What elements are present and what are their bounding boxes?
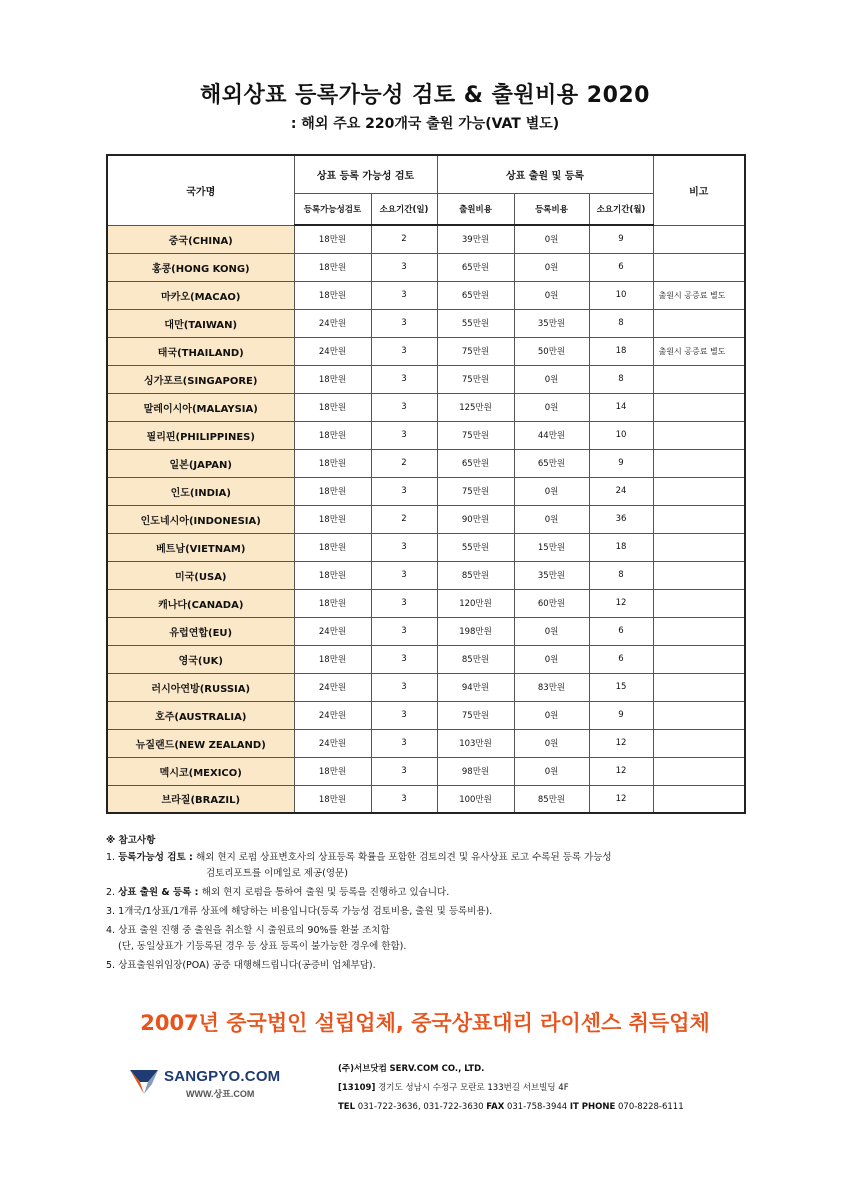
cell-note bbox=[653, 701, 745, 729]
cell-filing-cost: 198만원 bbox=[437, 617, 514, 645]
cell-review-cost: 24만원 bbox=[294, 729, 371, 757]
cell-registration-cost: 0원 bbox=[514, 225, 589, 253]
cell-registration-cost: 0원 bbox=[514, 477, 589, 505]
cost-table bbox=[106, 154, 746, 814]
cell-review-days: 3 bbox=[371, 785, 437, 813]
company-address-line bbox=[338, 1079, 684, 1098]
cell-filing-cost: 103만원 bbox=[437, 729, 514, 757]
cell-country: 인도네시아(INDONESIA) bbox=[107, 505, 294, 533]
cell-note bbox=[653, 645, 745, 673]
cell-review-days: 3 bbox=[371, 645, 437, 673]
cell-months: 12 bbox=[589, 589, 653, 617]
note-item-1 bbox=[106, 850, 746, 866]
cell-registration-cost: 0원 bbox=[514, 617, 589, 645]
company-name-en: SERV.COM CO., LTD. bbox=[389, 1064, 485, 1074]
company-logo bbox=[128, 1066, 298, 1106]
it-phone-label: IT PHONE bbox=[569, 1102, 616, 1112]
cell-registration-cost: 50만원 bbox=[514, 337, 589, 365]
table-row bbox=[107, 785, 745, 813]
table-row bbox=[107, 701, 745, 729]
page-subtitle: : 해외 주요 220개국 출원 가능(VAT 별도) bbox=[290, 116, 560, 132]
cell-registration-cost: 0원 bbox=[514, 505, 589, 533]
company-address: 경기도 성남시 수정구 모란로 133번길 서브빌딩 4F bbox=[378, 1083, 569, 1093]
logo-name: SANGPYO.COM bbox=[164, 1068, 281, 1085]
cell-review-cost: 18만원 bbox=[294, 533, 371, 561]
cell-country: 캐나다(CANADA) bbox=[107, 589, 294, 617]
cell-filing-cost: 65만원 bbox=[437, 253, 514, 281]
cell-country: 일본(JAPAN) bbox=[107, 449, 294, 477]
cell-months: 10 bbox=[589, 281, 653, 309]
cell-months: 12 bbox=[589, 757, 653, 785]
cell-country: 호주(AUSTRALIA) bbox=[107, 701, 294, 729]
cell-registration-cost: 83만원 bbox=[514, 673, 589, 701]
cell-country: 말레이시아(MALAYSIA) bbox=[107, 393, 294, 421]
table-row bbox=[107, 533, 745, 561]
cell-review-cost: 24만원 bbox=[294, 673, 371, 701]
header-filing-months: 소요기간(월) bbox=[589, 193, 653, 225]
cell-filing-cost: 55만원 bbox=[437, 533, 514, 561]
cell-review-cost: 18만원 bbox=[294, 365, 371, 393]
cell-review-cost: 18만원 bbox=[294, 785, 371, 813]
note-item-1-cont: 검토리포트를 이메일로 제공(영문) bbox=[206, 868, 348, 879]
note-item-1-text: 해외 현지 로펌 상표변호사의 상표등록 확률을 포함한 검토의견 및 유사상표 로고 수록된 등록 가능성 bbox=[196, 852, 612, 863]
cell-months: 6 bbox=[589, 645, 653, 673]
table-row bbox=[107, 337, 745, 365]
cell-review-days: 2 bbox=[371, 449, 437, 477]
cell-note bbox=[653, 757, 745, 785]
cell-registration-cost: 0원 bbox=[514, 701, 589, 729]
table-row bbox=[107, 253, 745, 281]
cell-note bbox=[653, 673, 745, 701]
cell-note bbox=[653, 505, 745, 533]
header-filing-cost: 출원비용 bbox=[437, 193, 514, 225]
note-item-4-cont: (단, 동일상표가 기등록된 경우 등 상표 등록이 불가능한 경우에 한함). bbox=[118, 941, 407, 952]
company-info bbox=[338, 1060, 684, 1117]
header-note: 비고 bbox=[653, 155, 745, 225]
cell-filing-cost: 65만원 bbox=[437, 449, 514, 477]
cell-review-cost: 18만원 bbox=[294, 281, 371, 309]
cell-review-cost: 18만원 bbox=[294, 253, 371, 281]
cell-registration-cost: 65만원 bbox=[514, 449, 589, 477]
cell-months: 36 bbox=[589, 505, 653, 533]
table-row bbox=[107, 365, 745, 393]
header-review-days: 소요기간(일) bbox=[371, 193, 437, 225]
cell-months: 8 bbox=[589, 561, 653, 589]
cell-review-cost: 18만원 bbox=[294, 505, 371, 533]
cell-note bbox=[653, 225, 745, 253]
cell-review-cost: 18만원 bbox=[294, 589, 371, 617]
cell-filing-cost: 100만원 bbox=[437, 785, 514, 813]
company-contact-line bbox=[338, 1098, 684, 1117]
cell-note bbox=[653, 449, 745, 477]
cell-note bbox=[653, 393, 745, 421]
cell-months: 9 bbox=[589, 701, 653, 729]
note-item-2-number: 2. bbox=[106, 887, 119, 898]
cell-review-days: 2 bbox=[371, 505, 437, 533]
cell-review-days: 3 bbox=[371, 421, 437, 449]
cell-registration-cost: 0원 bbox=[514, 365, 589, 393]
cell-filing-cost: 65만원 bbox=[437, 281, 514, 309]
header-country: 국가명 bbox=[107, 155, 294, 225]
table-row bbox=[107, 673, 745, 701]
cell-months: 8 bbox=[589, 309, 653, 337]
promo-banner: 2007년 중국법인 설립업체, 중국상표대리 라이센스 취득업체 bbox=[140, 1011, 710, 1035]
cell-review-cost: 18만원 bbox=[294, 393, 371, 421]
cell-filing-cost: 120만원 bbox=[437, 589, 514, 617]
header-registration-cost: 등록비용 bbox=[514, 193, 589, 225]
cell-review-days: 3 bbox=[371, 617, 437, 645]
cell-country: 싱가포르(SINGAPORE) bbox=[107, 365, 294, 393]
cell-country: 러시아연방(RUSSIA) bbox=[107, 673, 294, 701]
cell-registration-cost: 0원 bbox=[514, 645, 589, 673]
table-row bbox=[107, 505, 745, 533]
cell-filing-cost: 85만원 bbox=[437, 645, 514, 673]
cell-filing-cost: 94만원 bbox=[437, 673, 514, 701]
table-row bbox=[107, 225, 745, 253]
table-row bbox=[107, 421, 745, 449]
cell-months: 6 bbox=[589, 617, 653, 645]
company-postal: [13109] bbox=[338, 1083, 376, 1093]
cell-country: 뉴질랜드(NEW ZEALAND) bbox=[107, 729, 294, 757]
cell-filing-cost: 75만원 bbox=[437, 365, 514, 393]
header-filing-group: 상표 출원 및 등록 bbox=[437, 155, 653, 193]
cell-note bbox=[653, 477, 745, 505]
cell-registration-cost: 85만원 bbox=[514, 785, 589, 813]
note-item-2-label: 상표 출원 & 등록 : bbox=[118, 887, 202, 898]
cell-country: 필리핀(PHILIPPINES) bbox=[107, 421, 294, 449]
cell-registration-cost: 44만원 bbox=[514, 421, 589, 449]
cell-months: 6 bbox=[589, 253, 653, 281]
cell-filing-cost: 75만원 bbox=[437, 421, 514, 449]
cell-review-days: 3 bbox=[371, 673, 437, 701]
cell-review-cost: 18만원 bbox=[294, 449, 371, 477]
page-title: 해외상표 등록가능성 검토 & 출원비용 2020 bbox=[200, 83, 650, 108]
company-name: (주)서브닷컴 bbox=[338, 1064, 387, 1074]
cell-country: 브라질(BRAZIL) bbox=[107, 785, 294, 813]
table-row bbox=[107, 309, 745, 337]
cell-review-cost: 18만원 bbox=[294, 645, 371, 673]
cell-registration-cost: 0원 bbox=[514, 253, 589, 281]
fax-value: 031-758-3944 bbox=[506, 1102, 568, 1112]
cell-months: 12 bbox=[589, 785, 653, 813]
cell-country: 베트남(VIETNAM) bbox=[107, 533, 294, 561]
cell-review-cost: 18만원 bbox=[294, 561, 371, 589]
table-row bbox=[107, 729, 745, 757]
cell-note: 출원시 공증료 별도 bbox=[653, 281, 745, 309]
cell-filing-cost: 98만원 bbox=[437, 757, 514, 785]
cell-note bbox=[653, 421, 745, 449]
cell-registration-cost: 0원 bbox=[514, 729, 589, 757]
cell-review-days: 3 bbox=[371, 309, 437, 337]
cell-review-cost: 24만원 bbox=[294, 309, 371, 337]
cell-note bbox=[653, 589, 745, 617]
it-phone-value: 070-8228-6111 bbox=[618, 1102, 684, 1112]
cell-country: 유럽연합(EU) bbox=[107, 617, 294, 645]
cell-note bbox=[653, 365, 745, 393]
header-review-cost: 등록가능성검토 bbox=[294, 193, 371, 225]
table-row bbox=[107, 449, 745, 477]
cell-country: 중국(CHINA) bbox=[107, 225, 294, 253]
table-row bbox=[107, 589, 745, 617]
cell-review-cost: 18만원 bbox=[294, 225, 371, 253]
cell-months: 24 bbox=[589, 477, 653, 505]
cell-filing-cost: 39만원 bbox=[437, 225, 514, 253]
table-row bbox=[107, 757, 745, 785]
sangpyo-logo-icon bbox=[128, 1068, 160, 1096]
cell-review-days: 3 bbox=[371, 365, 437, 393]
cell-review-days: 3 bbox=[371, 533, 437, 561]
notes-heading: ※ 참고사항 bbox=[106, 835, 156, 846]
cell-filing-cost: 125만원 bbox=[437, 393, 514, 421]
cell-note bbox=[653, 533, 745, 561]
table-row bbox=[107, 393, 745, 421]
cell-review-days: 3 bbox=[371, 589, 437, 617]
cell-note bbox=[653, 309, 745, 337]
note-item-4: 4. 상표 출원 진행 중 출원을 취소할 시 출원료의 90%를 환불 조치함 bbox=[106, 925, 390, 936]
cell-review-days: 3 bbox=[371, 281, 437, 309]
note-item-1-number: 1. bbox=[106, 852, 119, 863]
note-item-1-label: 등록가능성 검토 : bbox=[118, 852, 197, 863]
cell-filing-cost: 85만원 bbox=[437, 561, 514, 589]
cell-filing-cost: 75만원 bbox=[437, 477, 514, 505]
cell-review-cost: 18만원 bbox=[294, 421, 371, 449]
cell-filing-cost: 75만원 bbox=[437, 337, 514, 365]
cell-note bbox=[653, 253, 745, 281]
cell-country: 마카오(MACAO) bbox=[107, 281, 294, 309]
note-item-3: 3. 1개국/1상표/1개류 상표에 해당하는 비용입니다(등록 가능성 검토비용, 출원 및 등록비용). bbox=[106, 906, 493, 917]
cell-country: 인도(INDIA) bbox=[107, 477, 294, 505]
cell-months: 8 bbox=[589, 365, 653, 393]
cell-review-days: 3 bbox=[371, 561, 437, 589]
cell-months: 9 bbox=[589, 225, 653, 253]
cell-note bbox=[653, 561, 745, 589]
cell-review-cost: 24만원 bbox=[294, 617, 371, 645]
cell-months: 9 bbox=[589, 449, 653, 477]
cell-country: 멕시코(MEXICO) bbox=[107, 757, 294, 785]
cell-country: 영국(UK) bbox=[107, 645, 294, 673]
cell-review-days: 3 bbox=[371, 757, 437, 785]
cell-registration-cost: 0원 bbox=[514, 757, 589, 785]
cell-review-days: 3 bbox=[371, 337, 437, 365]
cell-country: 태국(THAILAND) bbox=[107, 337, 294, 365]
cell-filing-cost: 90만원 bbox=[437, 505, 514, 533]
table-row bbox=[107, 561, 745, 589]
fax-label: FAX bbox=[486, 1102, 505, 1112]
note-item-5: 5. 상표출원위임장(POA) 공증 대행해드립니다(공증비 업체부담). bbox=[106, 960, 376, 971]
company-name-line bbox=[338, 1060, 684, 1079]
cell-review-days: 3 bbox=[371, 253, 437, 281]
cell-filing-cost: 55만원 bbox=[437, 309, 514, 337]
note-item-2-text: 해외 현지 로펌을 통하여 출원 및 등록을 진행하고 있습니다. bbox=[201, 887, 450, 898]
cell-note bbox=[653, 785, 745, 813]
cell-registration-cost: 15만원 bbox=[514, 533, 589, 561]
cell-months: 10 bbox=[589, 421, 653, 449]
cell-review-cost: 24만원 bbox=[294, 701, 371, 729]
table-row bbox=[107, 617, 745, 645]
logo-web: WWW.상표.COM bbox=[186, 1089, 255, 1099]
cell-review-cost: 18만원 bbox=[294, 477, 371, 505]
cell-review-days: 3 bbox=[371, 701, 437, 729]
cell-registration-cost: 0원 bbox=[514, 393, 589, 421]
table-row bbox=[107, 645, 745, 673]
cell-filing-cost: 75만원 bbox=[437, 701, 514, 729]
table-row bbox=[107, 281, 745, 309]
cell-country: 대만(TAIWAN) bbox=[107, 309, 294, 337]
cell-registration-cost: 35만원 bbox=[514, 561, 589, 589]
cell-registration-cost: 60만원 bbox=[514, 589, 589, 617]
tel-label: TEL bbox=[338, 1102, 356, 1112]
cell-months: 15 bbox=[589, 673, 653, 701]
cell-months: 18 bbox=[589, 533, 653, 561]
cell-registration-cost: 35만원 bbox=[514, 309, 589, 337]
note-item-2 bbox=[106, 885, 746, 901]
cell-review-days: 3 bbox=[371, 477, 437, 505]
cell-months: 14 bbox=[589, 393, 653, 421]
tel-value: 031-722-3636, 031-722-3630 bbox=[357, 1102, 484, 1112]
cell-review-cost: 18만원 bbox=[294, 757, 371, 785]
cell-note bbox=[653, 617, 745, 645]
cell-note bbox=[653, 729, 745, 757]
cell-country: 홍콩(HONG KONG) bbox=[107, 253, 294, 281]
table-row bbox=[107, 477, 745, 505]
cell-review-days: 3 bbox=[371, 729, 437, 757]
cell-months: 12 bbox=[589, 729, 653, 757]
cell-review-cost: 24만원 bbox=[294, 337, 371, 365]
cell-months: 18 bbox=[589, 337, 653, 365]
header-review-group: 상표 등록 가능성 검토 bbox=[294, 155, 437, 193]
cell-country: 미국(USA) bbox=[107, 561, 294, 589]
cell-review-days: 3 bbox=[371, 393, 437, 421]
cell-review-days: 2 bbox=[371, 225, 437, 253]
notes-section bbox=[106, 833, 746, 974]
table-body bbox=[107, 225, 745, 813]
cell-note: 출원시 공증료 별도 bbox=[653, 337, 745, 365]
cell-registration-cost: 0원 bbox=[514, 281, 589, 309]
